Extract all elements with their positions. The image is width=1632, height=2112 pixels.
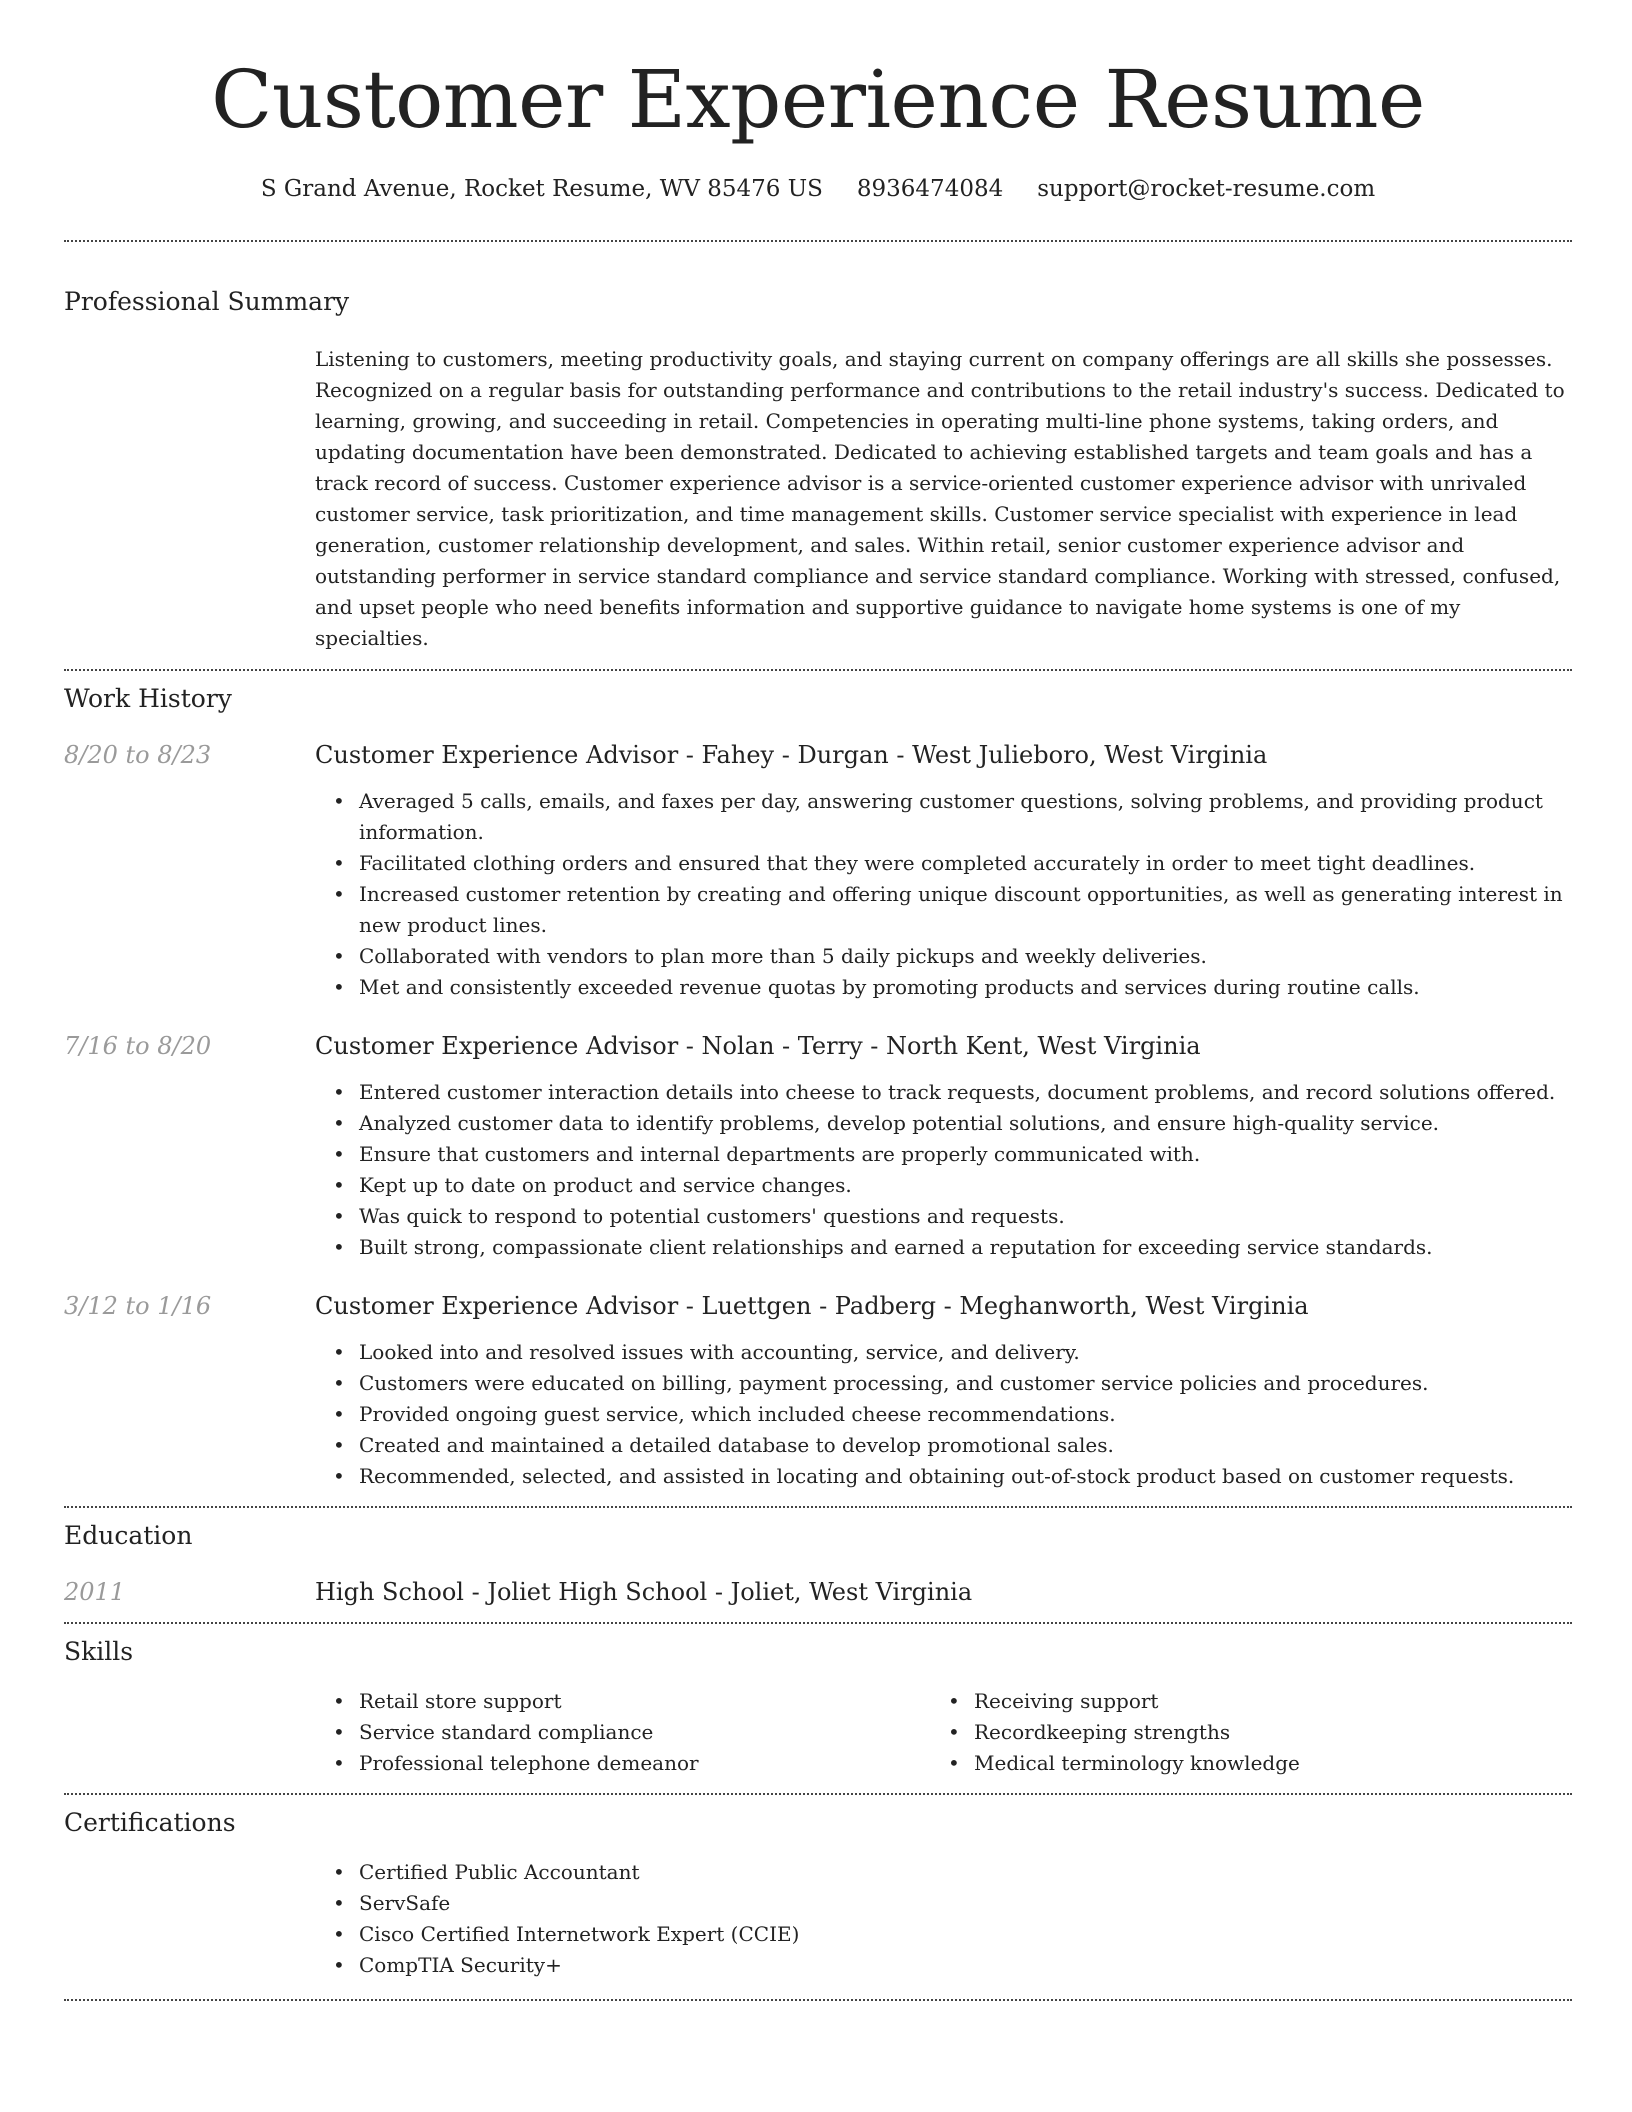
list-item: • CompTIA Security+ xyxy=(315,1950,1572,1981)
list-item: • Medical terminology knowledge xyxy=(930,1748,1545,1779)
job-dates: 7/16 to 8/20 xyxy=(64,1032,212,1060)
job-bullets xyxy=(315,1337,1572,1492)
list-item: • Retail store support xyxy=(315,1686,930,1717)
section-divider xyxy=(64,1999,1572,2001)
list-item: • Looked into and resolved issues with accounting, service, and delivery. xyxy=(315,1337,1572,1368)
list-item: • Increased customer retention by creating and offering unique discount opportunities, as well as generating interest in new product lines. xyxy=(315,879,1572,941)
skills-grid xyxy=(315,1686,1572,1779)
list-item: • Analyzed customer data to identify problems, develop potential solutions, and ensure high-quality service. xyxy=(315,1108,1572,1139)
list-item: • Provided ongoing guest service, which included cheese recommendations. xyxy=(315,1399,1572,1430)
job-dates: 3/12 to 1/16 xyxy=(64,1292,212,1320)
skills-section-title: Skills xyxy=(64,1637,134,1666)
summary-section-title: Professional Summary xyxy=(64,287,350,316)
work-history-section xyxy=(64,671,1572,1506)
skills-list-left xyxy=(315,1686,930,1779)
resume-title: Customer Experience Resume xyxy=(211,53,1425,146)
list-item: • Recordkeeping strengths xyxy=(930,1717,1545,1748)
list-item: • Met and consistently exceeded revenue quotas by promoting products and services during routine calls. xyxy=(315,972,1572,1003)
list-item: • Certified Public Accountant xyxy=(315,1857,1572,1888)
education-section-title: Education xyxy=(64,1521,193,1550)
job-dates: 8/20 to 8/23 xyxy=(64,741,212,769)
certifications-section xyxy=(64,1795,1572,1999)
skills-section xyxy=(64,1624,1572,1793)
list-item: • Averaged 5 calls, emails, and faxes per day, answering customer questions, solving problems, and providing product information. xyxy=(315,786,1572,848)
job-heading: Customer Experience Advisor - Luettgen - Padberg - Meghanworth, West Virginia xyxy=(315,1292,1309,1320)
list-item: • Cisco Certified Internetwork Expert (CCIE) xyxy=(315,1919,1572,1950)
list-item: • Collaborated with vendors to plan more than 5 daily pickups and weekly deliveries. xyxy=(315,941,1572,972)
list-item: • Was quick to respond to potential customers' questions and requests. xyxy=(315,1201,1572,1232)
job-entry xyxy=(64,1290,1572,1492)
job-bullets xyxy=(315,1077,1572,1263)
list-item: • Created and maintained a detailed database to develop promotional sales. xyxy=(315,1430,1572,1461)
list-item: • Kept up to date on product and service changes. xyxy=(315,1170,1572,1201)
list-item: • Service standard compliance xyxy=(315,1717,930,1748)
skills-list-right xyxy=(930,1686,1545,1779)
list-item: • Customers were educated on billing, payment processing, and customer service policies and procedures. xyxy=(315,1368,1572,1399)
job-heading: Customer Experience Advisor - Nolan - Terry - North Kent, West Virginia xyxy=(315,1032,1201,1060)
job-entry xyxy=(64,739,1572,1003)
list-item: • Professional telephone demeanor xyxy=(315,1748,930,1779)
education-heading: High School - Joliet High School - Joliet, West Virginia xyxy=(315,1578,973,1606)
contact-address: S Grand Avenue, Rocket Resume, WV 85476 US xyxy=(260,176,823,202)
list-item: • Built strong, compassionate client relationships and earned a reputation for exceeding service standards. xyxy=(315,1232,1572,1263)
contact-phone: 8936474084 xyxy=(856,176,1004,202)
job-heading: Customer Experience Advisor - Fahey - Durgan - West Julieboro, West Virginia xyxy=(315,741,1268,769)
job-bullets xyxy=(315,786,1572,1003)
summary-section xyxy=(64,242,1572,669)
list-item: • Recommended, selected, and assisted in locating and obtaining out-of-stock product based on customer requests. xyxy=(315,1461,1572,1492)
education-date: 2011 xyxy=(64,1578,126,1606)
list-item: • Receiving support xyxy=(930,1686,1545,1717)
list-item: • Entered customer interaction details into cheese to track requests, document problems, and record solutions offered. xyxy=(315,1077,1572,1108)
contact-email: support@rocket-resume.com xyxy=(1037,176,1376,202)
job-entry xyxy=(64,1030,1572,1263)
certifications-section-title: Certifications xyxy=(64,1808,236,1837)
list-item: • Ensure that customers and internal departments are properly communicated with. xyxy=(315,1139,1572,1170)
contact-line xyxy=(64,174,1572,204)
list-item: • ServSafe xyxy=(315,1888,1572,1919)
list-item: • Facilitated clothing orders and ensured that they were completed accurately in order to meet tight deadlines. xyxy=(315,848,1572,879)
work-history-section-title: Work History xyxy=(64,684,232,713)
education-section xyxy=(64,1508,1572,1622)
summary-text: Listening to customers, meeting productivity goals, and staying current on company offerings are all skills she possesses. Recognized on a regular basis for outstanding performance and contributions to the retail industry's success. Dedicated to learning, growing, and succeeding in retail. Competencies in operating multi-line phone systems, taking orders, and updating documentation have been demonstrated. Dedicated to achieving established targets and team goals and has a track record of success. Customer experience advisor is a service-oriented customer experience advisor with unrivaled customer service, task prioritization, and time management skills. Customer service specialist with experience in lead generation, customer relationship development, and sales. Within retail, senior customer experience advisor and outstanding performer in service standard compliance and service standard compliance. Working with stressed, confused, and upset people who need benefits information and supportive guidance to navigate home systems is one of my specialties. xyxy=(315,347,1565,650)
certifications-list xyxy=(315,1857,1572,1981)
